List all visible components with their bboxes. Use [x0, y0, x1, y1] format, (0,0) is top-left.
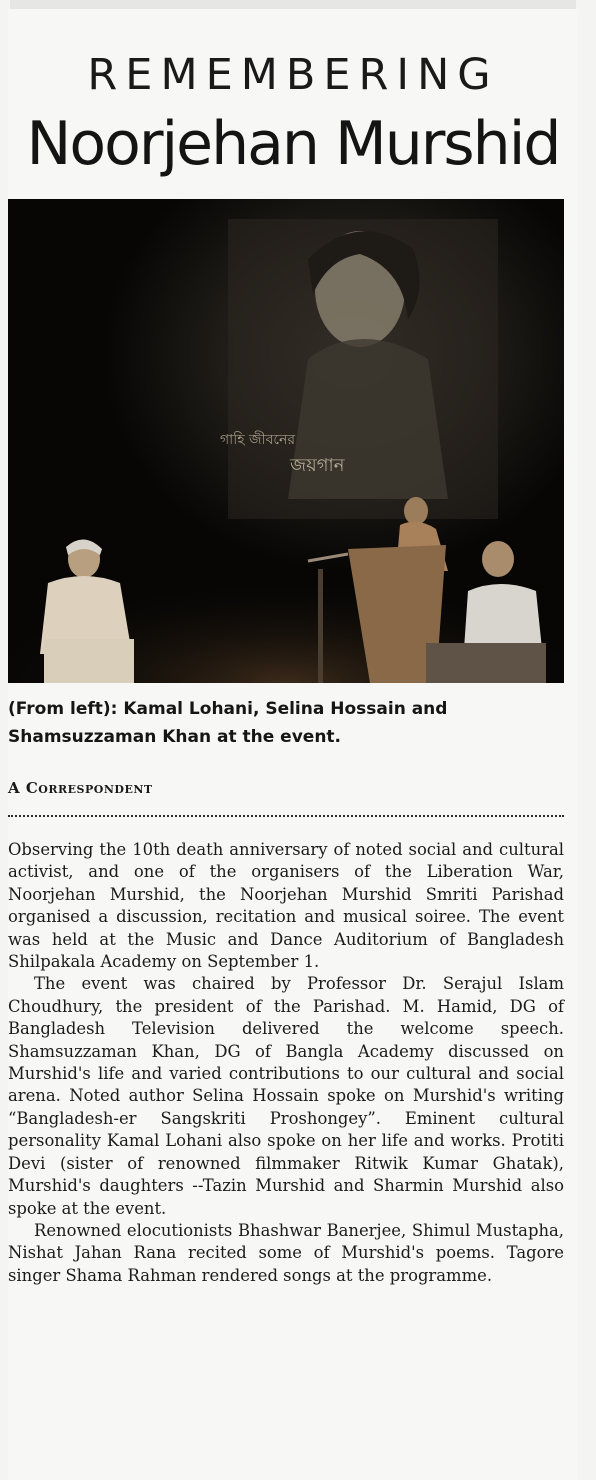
headline: Noorjehan Murshid	[26, 109, 560, 179]
portrait-banner	[228, 219, 498, 519]
dotted-divider	[8, 815, 564, 817]
banner-text-line1: গাহি জীবনের	[220, 432, 296, 448]
body-paragraph: Renowned elocutionists Bhashwar Banerjee, Shimul Mustapha, Nishat Jahan Rana recited some of Murshid's poems. Tagore singer Shama Rahman rendered songs at the programme.	[8, 1220, 564, 1285]
headline-kicker: REMEMBERING	[87, 50, 499, 100]
body-paragraph: Observing the 10th death anniversary of noted social and cultural activist, and one of the organisers of the Liberation War, Noorjehan Murshid, the Noorjehan Murshid Smriti Parishad organised a discussion, recitation and musical soiree. The event was held at the Music and Dance Auditorium of Bangladesh Shilpakala Academy on September 1.	[8, 840, 564, 972]
event-photo	[8, 199, 564, 683]
byline: A Correspondent	[8, 779, 153, 797]
banner-text-line2: জয়গান	[290, 455, 345, 476]
article-body	[8, 839, 564, 1287]
photo-caption: (From left): Kamal Lohani, Selina Hossain and Shamsuzzaman Khan at the event.	[8, 699, 448, 747]
body-paragraph: The event was chaired by Professor Dr. Serajul Islam Choudhury, the president of the Parishad. M. Hamid, DG of Bangladesh Television delivered the welcome speech. Shamsuzzaman Khan, DG of Bangla Academy discussed on Murshid's life and varied contributions to our cultural and social arena. Noted author Selina Hossain spoke on Murshid's writing “Bangladesh-er Sangskriti Proshongey”. Eminent cultural personality Kamal Lohani also spoke on her life and works. Protiti Devi (sister of renowned filmmaker Ritwik Kumar Ghatak), Murshid's daughters --Tazin Murshid and Sharmin Murshid also spoke at the event.	[8, 974, 564, 1218]
newspaper-article	[8, 9, 578, 1480]
event-photo-illustration	[8, 199, 564, 683]
